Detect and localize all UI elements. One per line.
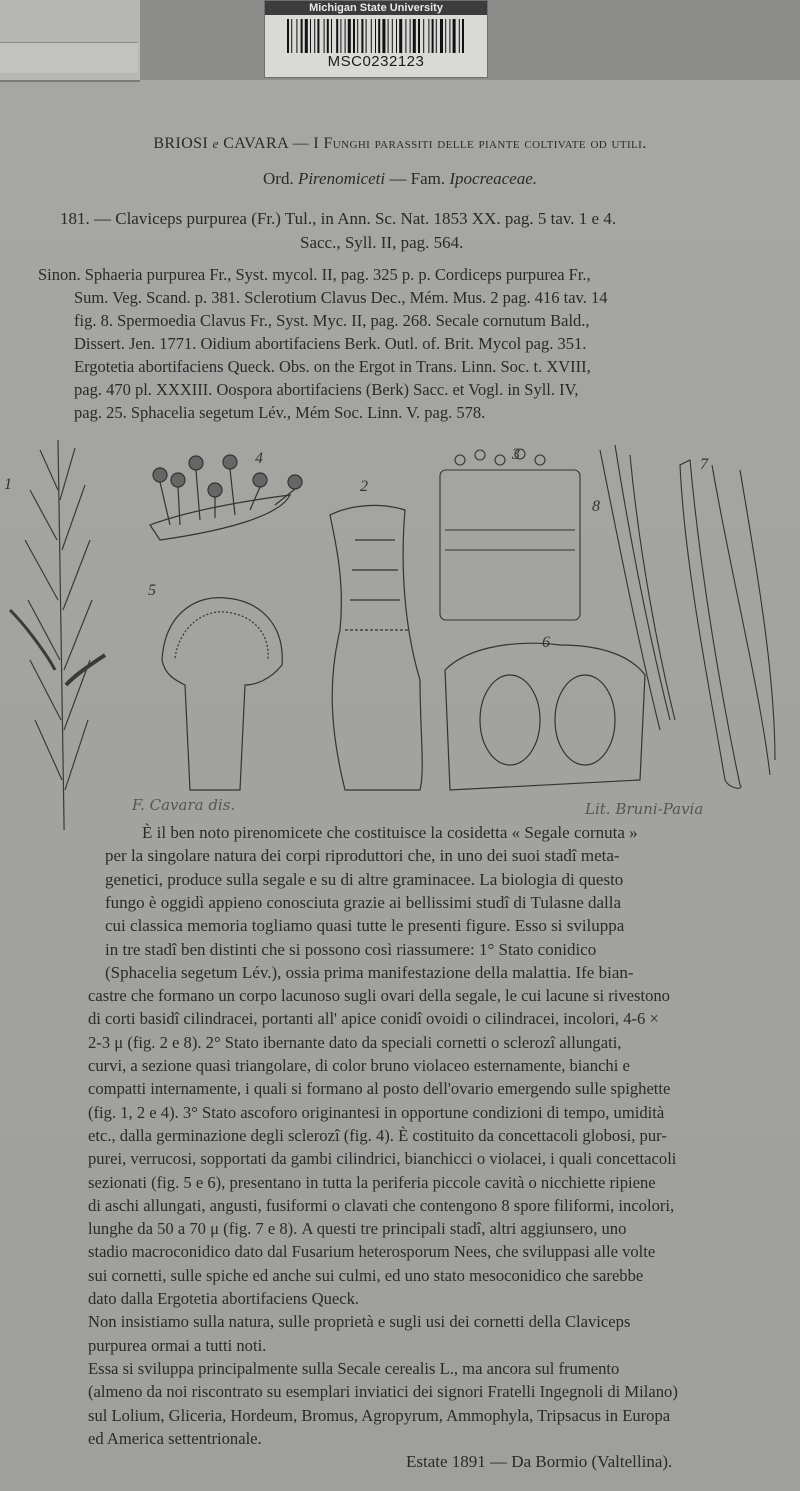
header-author-2: CAVARA [223,135,289,152]
paragraph-line: stadio macroconidico dato dal Fusarium heterosporum Nees, che sviluppasi alle volte [88,1242,656,1261]
barcode-bar [428,19,429,53]
fig-4-germinating-sclerotium [150,455,302,540]
barcode-bar [340,19,341,53]
paragraph-line: Non insistiamo sulla natura, sulle proprietà e sugli usi dei cornetti della Claviceps [88,1312,631,1331]
barcode-bar [382,19,385,53]
barcode-bar [324,19,325,53]
barcode-bar [296,19,297,53]
paragraph-line: curvi, a sezione quasi triangolare, di color bruno violaceo esternamente, bianchi e [88,1056,630,1075]
paragraph-line: 2-3 μ (fig. 2 e 8). 2° Stato ibernante dato da speciali cornetti o sclerozî allungati, [88,1033,622,1052]
fig-1-rye-spike [10,440,105,830]
paragraph-line: per la singolare natura dei corpi riproduttori che, in uno dei suoi stadî meta- [105,846,620,865]
header-conj: e [212,136,219,151]
fig-5-stroma-section [162,598,282,790]
barcode-bar [392,19,393,53]
paragraph-line: sezionati (fig. 5 e 6), presentano in tutta la periferia piccole cavità o nicchiette ripiene [88,1173,656,1192]
folder-edge-inner [0,42,138,73]
header-author-1: BRIOSI [153,135,209,152]
synonym-line: Sum. Veg. Scand. p. 381. Sclerotium Clavus Dec., Mém. Mus. 2 pag. 416 tav. 14 [74,288,608,307]
paragraph-line: dato dalla Ergotetia abortifaciens Queck. [88,1289,360,1308]
paragraph-line: (almeno da noi riscontrato su esemplari inviatici dei signori Fratelli Ingegnoli di Milano) [88,1382,678,1401]
illustrator-signature: F. Cavara dis. [132,796,236,814]
barcode-bar [287,19,289,53]
barcode-bar [436,19,437,53]
fig-label-8: 8 [592,498,600,515]
species-title: 181. — Claviceps purpurea (Fr.) Tul., in Ann. Sc. Nat. 1853 XX. pag. 5 tav. 1 e 4. [60,209,617,228]
paragraph-line: di corti basidî cilindracei, portanti all' apice conidî ovoidi o cilindracei, incolori, 4-6 × [88,1009,659,1028]
specimen-code: MSC0232123 [327,53,425,70]
paragraph-line: (fig. 1, 2 e 4). 3° Stato ascoforo originantesi in opportune condizioni di tempo, umidità [88,1103,665,1122]
barcode-bar [399,19,402,53]
barcode-bar [327,19,329,53]
paragraph-line: in tre stadî ben distinti che si possono così riassumere: 1° Stato conidico [105,940,597,959]
fig-label-4: 4 [255,450,263,467]
barcode-bar [449,19,450,53]
paragraph-line: lunghe da 50 a 70 μ (fig. 7 e 8). A questi tre principali stadî, altri aggiunsero, uno [88,1219,627,1238]
paragraph-line: castre che formano un corpo lacunoso sugli ovari della segale, le cui lacune si rivestono [88,986,670,1005]
barcode-bar [348,19,351,53]
species-citation: Sacc., Syll. II, pag. 564. [300,233,464,252]
fig-2-sclerotium-section [330,505,422,790]
barcode-bar [405,19,406,53]
order-prefix: Ord. [263,169,294,188]
barcode-bar [361,19,363,53]
fig-8-asci [600,445,675,730]
barcode-bar [396,19,397,53]
plate-drawing [0,430,800,830]
institution-name: Michigan State University [265,1,487,15]
synonym-line: pag. 470 pl. XXXIII. Oospora abortifaciens (Berk) Sacc. et Vogl. in Syll. IV, [74,380,579,399]
paragraph-line: Essa si sviluppa principalmente sulla Secale cerealis L., ma ancora sul frumento [88,1359,620,1378]
fig-label-6: 6 [542,634,550,651]
barcode-bar [445,19,446,53]
paragraph-line: compatti internamente, i quali si formano al posto dell'ovario emergendo sulle spighette [88,1079,671,1098]
order-name: Pirenomiceti [297,169,386,188]
header-series: I Funghi parassiti delle piante coltivate od utili. [313,135,647,152]
barcode-bar [375,19,376,53]
barcode-bar [310,19,311,53]
paragraph-line: di aschi allungati, angusti, fusiformi o clavati che contengono 8 spore filiformi, incolori, [88,1196,675,1215]
barcode-bar [462,19,464,53]
synonym-line: Ergotetia abortifaciens Queck. Obs. on the Ergot in Trans. Linn. Soc. t. XVIII, [74,357,591,376]
barcode-bar [336,19,338,53]
barcode-bar [388,19,389,53]
synonym-line: Sinon. Sphaeria purpurea Fr., Syst. mycol. II, pag. 325 p. p. Cordiceps purpurea Fr., [38,265,591,284]
taxonomy-order [0,168,800,190]
family-name: Ipocreaceae. [449,169,537,188]
paragraph-line: sul Lolium, Gliceria, Hordeum, Bromus, Agropyrum, Ammophyla, Tripsacus in Europa [88,1406,671,1425]
fig-7-ascospores [680,460,775,788]
collection-note: Estate 1891 — Da Bormio (Valtellina). [406,1452,673,1471]
paragraph-line: genetici, produce sulla segale e su di altre graminacee. La biologia di questo [105,870,624,889]
synonym-line: fig. 8. Spermoedia Clavus Fr., Syst. Myc. II, pag. 268. Secale cornutum Bald., [74,311,590,330]
fig-label-1: 1 [4,476,12,493]
barcode-bar [459,19,460,53]
barcode-bar [353,19,355,53]
fig-label-7: 7 [700,456,708,473]
fig-label-2: 2 [360,478,368,495]
barcode-bar [314,19,315,53]
fig-3-conidial-layer [440,449,580,620]
barcode-label [264,0,488,78]
family-prefix: — Fam. [389,169,446,188]
fig-label-3: 3 [512,446,520,463]
synonym-line: pag. 25. Sphacelia segetum Lév., Mém Soc. Linn. V. pag. 578. [74,403,486,422]
barcode-bar [331,19,332,53]
barcode-bar [432,19,434,53]
barcode-bar [317,19,319,53]
paragraph-line: (Sphacelia segetum Lév.), ossia prima manifestazione della malattia. Ife bian- [105,963,634,982]
barcode-bar [371,19,372,53]
barcode-bar [305,19,308,53]
paragraph-line: sui cornetti, sulle spiche ed anche sui culmi, ed uno stato mesoconidico che sarebbe [88,1266,644,1285]
paragraph-line: ed America settentrionale. [88,1429,262,1448]
paragraph-line: purpurea ormai a tutti noti. [88,1336,267,1355]
synonym-line: Dissert. Jen. 1771. Oidium abortifaciens Berk. Outl. of. Brit. Mycol pag. 351. [74,334,587,353]
barcode-bar [378,19,380,53]
publication-header [0,133,800,155]
barcode-bar [357,19,358,53]
barcode-bars [287,19,465,53]
paragraph-line: purei, verrucosi, sopportati da gambi cilindrici, bianchicci o violacei, i quali concettacoli [88,1149,677,1168]
fig-6-perithecia-section [445,643,645,790]
header-dash: — [292,135,309,152]
barcode-bar [410,19,411,53]
paragraph-line: fungo è oggidì appieno conosciuta grazie ai bellissimi studî di Tulasne dalla [105,893,622,912]
barcode-bar [423,19,424,53]
barcode-bar [345,19,346,53]
barcode-bar [453,19,456,53]
fig-label-5: 5 [148,582,156,599]
paragraph-line: etc., dalla germinazione degli sclerozî (fig. 4). È costituito da concettacoli globosi, pur- [88,1126,667,1145]
barcode-bar [418,19,420,53]
printer-signature: Lit. Bruni-Pavia [585,800,704,818]
barcode-bar [413,19,416,53]
paragraph-line: È il ben noto pirenomicete che costituisce la cosidetta « Segale cornuta » [142,823,638,842]
paragraph-line: cui classica memoria togliamo quasi tutte le presenti figure. Esso si sviluppa [105,916,625,935]
barcode-bar [440,19,443,53]
barcode-bar [366,19,367,53]
barcode-bar [291,19,292,53]
illustration-plate [0,430,800,830]
barcode-bar [301,19,303,53]
